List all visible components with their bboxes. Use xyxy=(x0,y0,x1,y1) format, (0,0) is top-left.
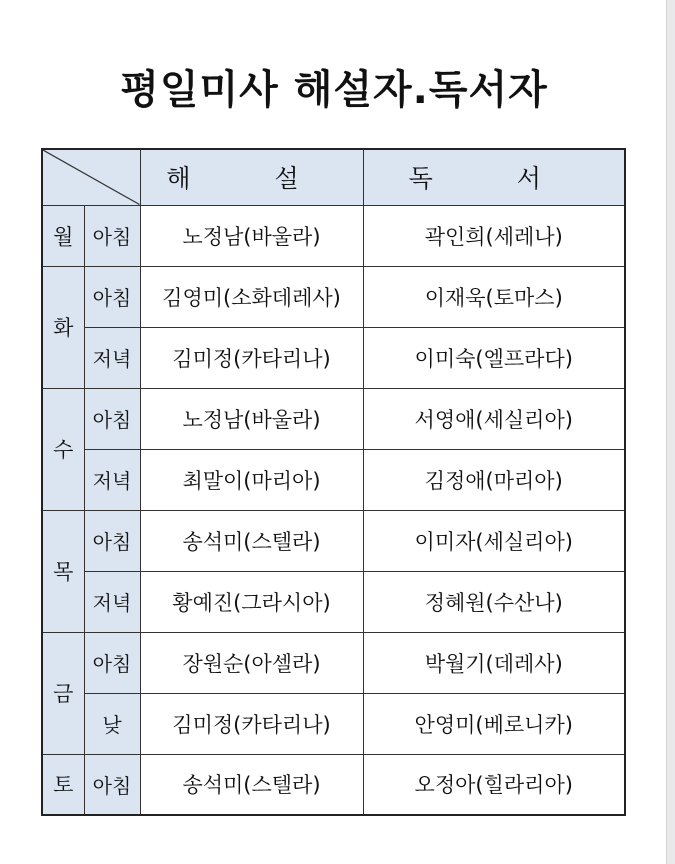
commentator-cell: 송석미(스텔라) xyxy=(140,510,363,571)
reader-cell: 이재욱(토마스) xyxy=(363,266,625,327)
table-row xyxy=(42,754,625,815)
day-cell: 금 xyxy=(42,632,84,754)
table-row xyxy=(42,327,625,388)
commentator-cell: 노정남(바울라) xyxy=(140,205,363,266)
table-row xyxy=(42,510,625,571)
reader-cell: 박월기(데레사) xyxy=(363,632,625,693)
table-row xyxy=(42,693,625,754)
time-cell: 아침 xyxy=(84,754,140,815)
table-row xyxy=(42,388,625,449)
page-title: 평일미사 해설자.독서자 xyxy=(120,67,548,113)
commentator-cell: 김미정(카타리나) xyxy=(140,327,363,388)
table-row xyxy=(42,205,625,266)
commentator-cell: 장원순(아셀라) xyxy=(140,632,363,693)
table-row xyxy=(42,632,625,693)
commentator-cell: 최말이(마리아) xyxy=(140,449,363,510)
reader-cell: 안영미(베로니카) xyxy=(363,693,625,754)
day-cell: 토 xyxy=(42,754,84,815)
header-row xyxy=(42,149,625,205)
commentator-cell: 노정남(바울라) xyxy=(140,388,363,449)
reader-cell: 이미자(세실리아) xyxy=(363,510,625,571)
day-cell: 수 xyxy=(42,388,84,510)
reader-cell: 곽인희(세레나) xyxy=(363,205,625,266)
reader-cell: 이미숙(엘프라다) xyxy=(363,327,625,388)
diagonal-line-icon xyxy=(43,150,140,205)
scrollbar-track[interactable] xyxy=(666,0,675,864)
time-cell: 저녁 xyxy=(84,327,140,388)
reader-cell: 서영애(세실리아) xyxy=(363,388,625,449)
commentator-cell: 김미정(카타리나) xyxy=(140,693,363,754)
day-cell: 목 xyxy=(42,510,84,632)
reader-cell: 정혜원(수산나) xyxy=(363,571,625,632)
table-row xyxy=(42,266,625,327)
header-reader: 독 서 xyxy=(363,149,625,205)
table-row xyxy=(42,571,625,632)
day-cell: 화 xyxy=(42,266,84,388)
time-cell: 아침 xyxy=(84,266,140,327)
corner-cell xyxy=(42,149,140,205)
commentator-cell: 송석미(스텔라) xyxy=(140,754,363,815)
day-cell: 월 xyxy=(42,205,84,266)
commentator-cell: 황예진(그라시아) xyxy=(140,571,363,632)
reader-cell: 김정애(마리아) xyxy=(363,449,625,510)
time-cell: 저녁 xyxy=(84,449,140,510)
time-cell: 아침 xyxy=(84,632,140,693)
time-cell: 아침 xyxy=(84,510,140,571)
time-cell: 낮 xyxy=(84,693,140,754)
time-cell: 아침 xyxy=(84,388,140,449)
header-commentator: 해 설 xyxy=(140,149,363,205)
time-cell: 저녁 xyxy=(84,571,140,632)
reader-cell: 오정아(힐라리아) xyxy=(363,754,625,815)
commentator-cell: 김영미(소화데레사) xyxy=(140,266,363,327)
time-cell: 아침 xyxy=(84,205,140,266)
roster-table xyxy=(41,148,626,816)
table-row xyxy=(42,449,625,510)
